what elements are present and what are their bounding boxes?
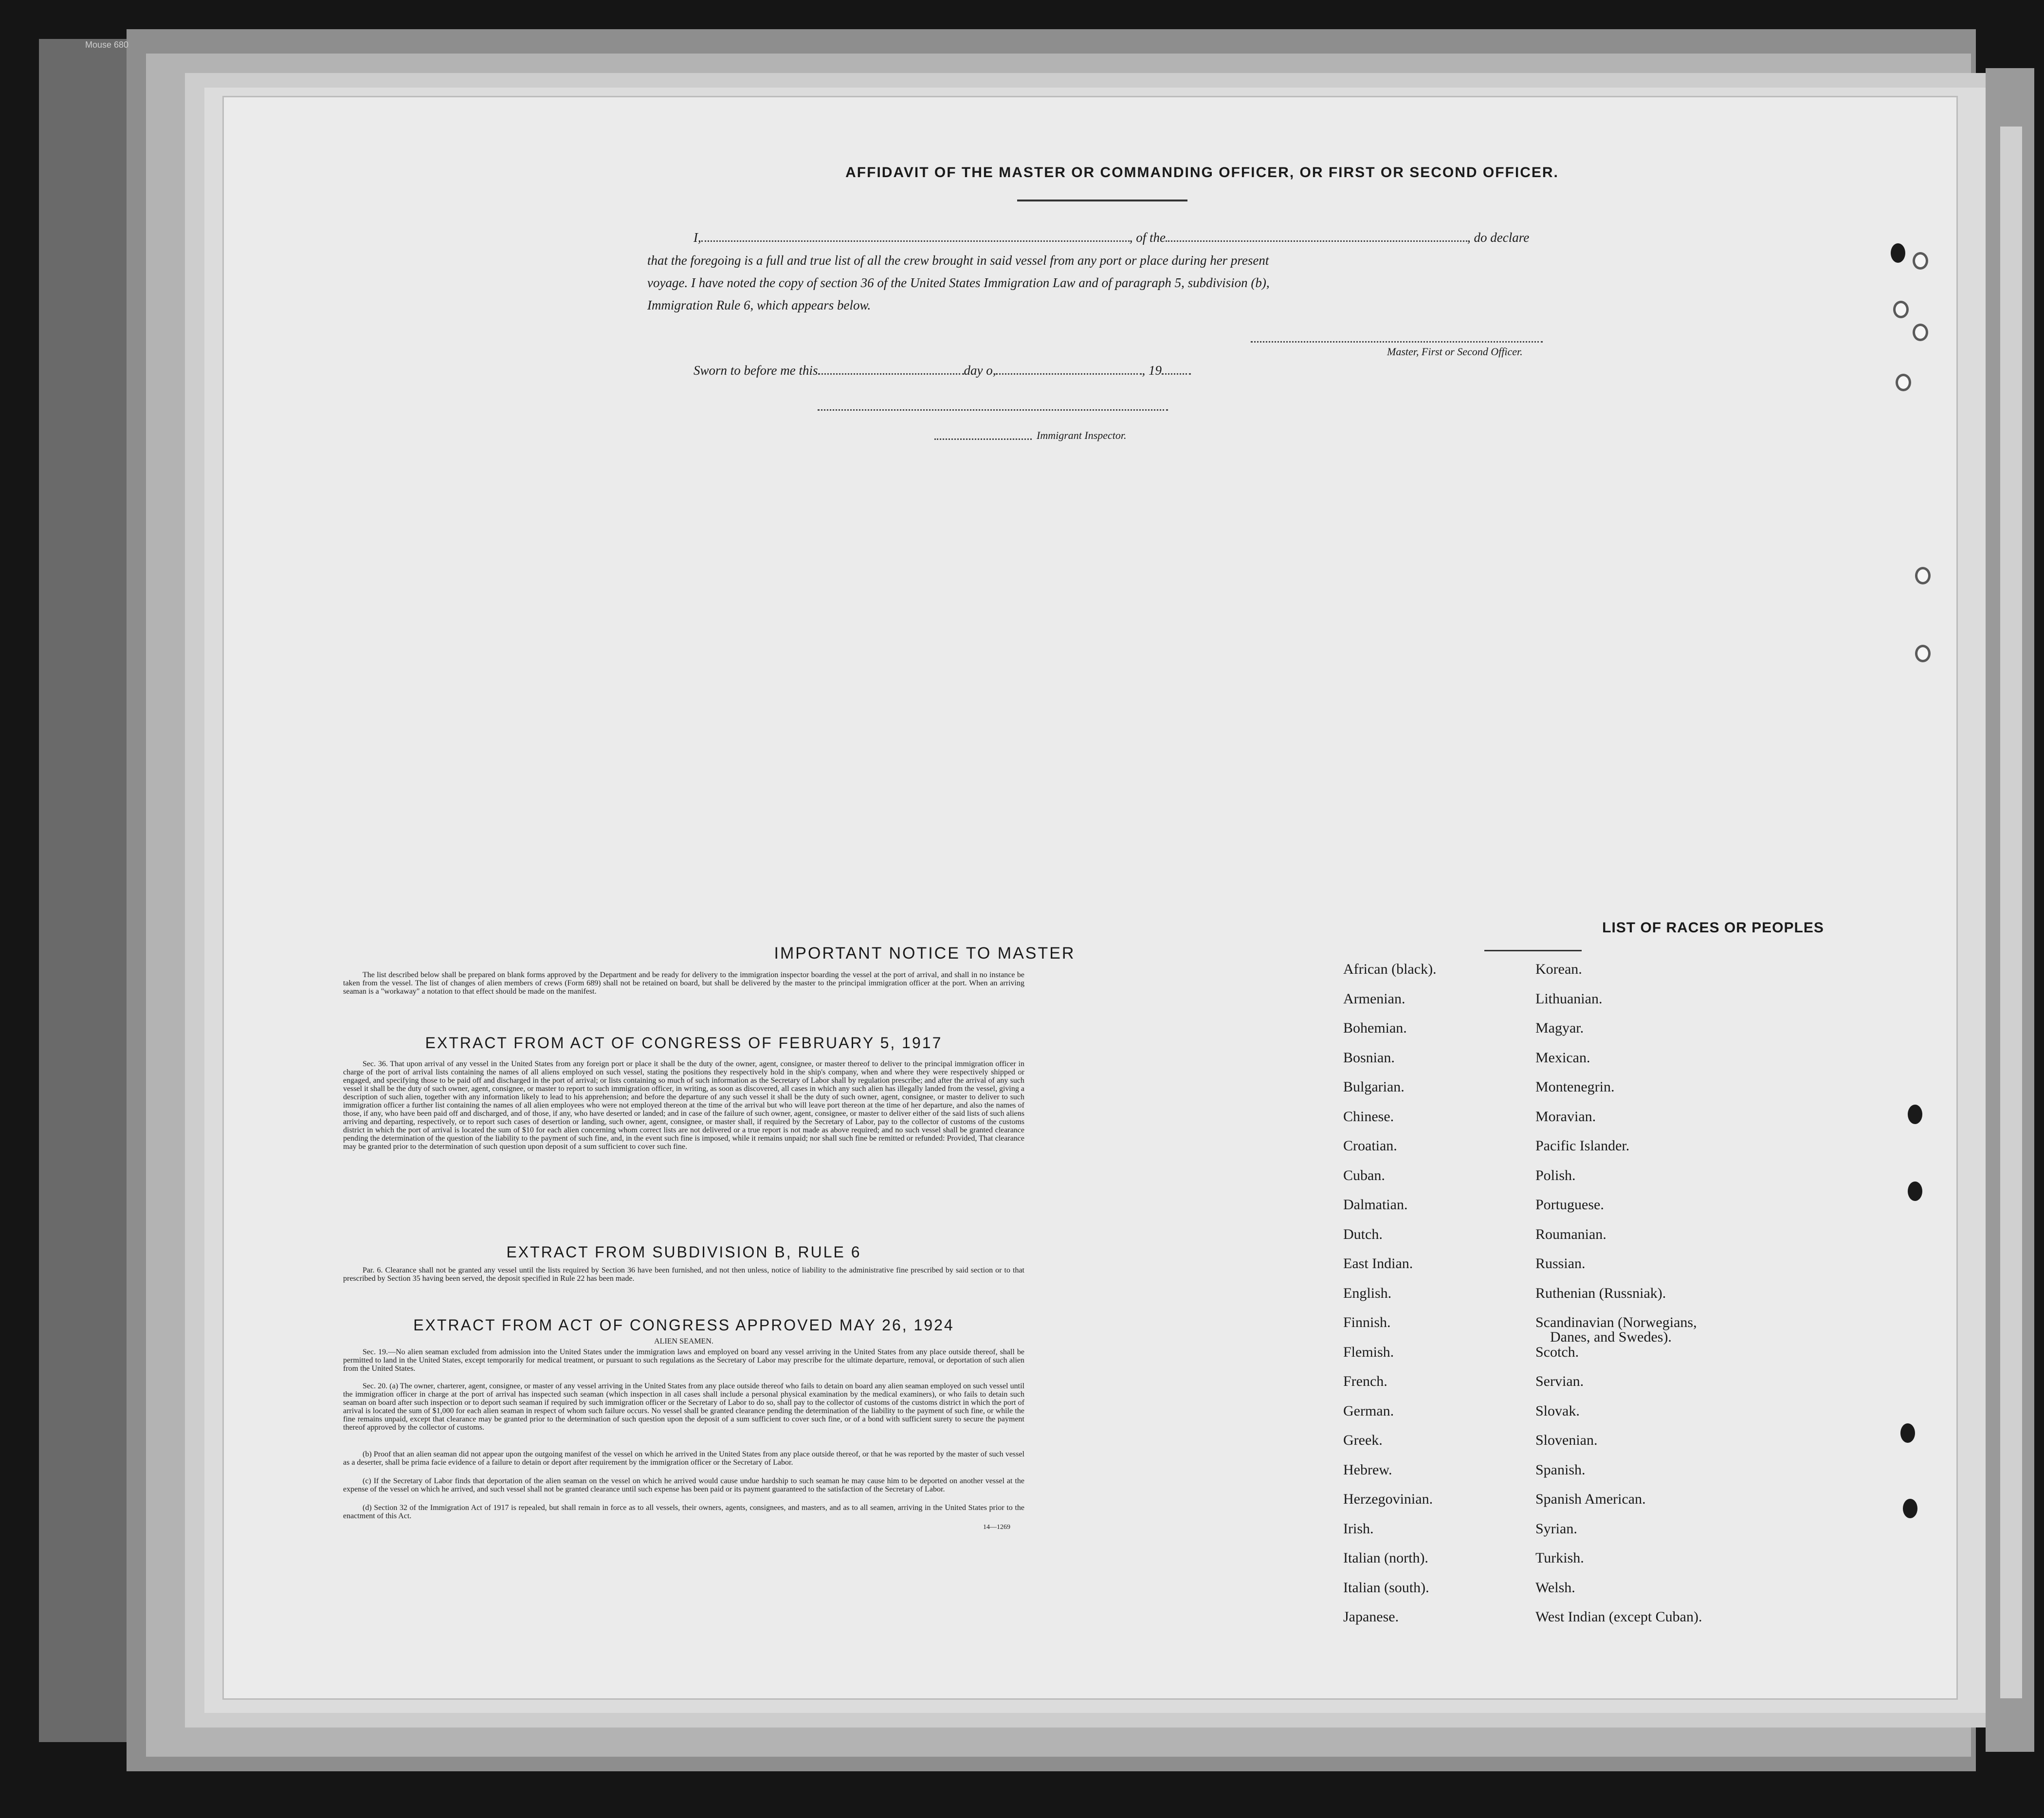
day-blank (818, 373, 964, 375)
extract3-sec20a: Sec. 20. (a) The owner, charterer, agent, consignee, or master of any vessel arriving in the United States from any place outside thereof who fails to detain on board any alien seaman employed on such vessel until the immigration officer in charge at the port of arrival has inspected such seaman (which inspection in all cases shall include a personal physical examination by the medical examiners), or who fails to detain such seaman on board after such inspection or to deport such seaman if required by such immigration officer or the Secretary of Labor to do so, shall pay to the collector of customs of the customs district in which the port of arrival is located the sum of $1,000 for each alien seaman in respect of whom such failure occurs. No vessel shall be granted clearance pending the determination of the liability to the payment of such fine, or while the fine remains unpaid, except that clearance may be granted prior to the determination of such question upon the deposit of a sum sufficient to cover such fine, or of a bond with sufficient surety to secure the payment thereof approved by the collector of customs. (343, 1382, 1024, 1432)
punch-hole-icon (1908, 1182, 1922, 1201)
races-title-underline (1484, 950, 1582, 951)
affidavit-i: I, (694, 230, 701, 245)
form-code: 14—1269 (983, 1524, 1010, 1531)
punch-hole-icon (1893, 301, 1909, 318)
extract3-sec20d: (d) Section 32 of the Immigration Act of 1917 is repealed, but shall remain in force as to all vessels, their owners, agents, consignees, and masters, and as to all seamen, arriving in the United States prior to the enactment of this Act. (343, 1504, 1024, 1520)
race-item: Croatian. (1343, 1138, 1397, 1154)
race-item: Mexican. (1535, 1049, 1590, 1066)
race-item: West Indian (except Cuban). (1535, 1609, 1702, 1625)
corner-label: Mouse 680 (85, 40, 129, 50)
punch-hole-icon (1903, 1499, 1917, 1518)
race-item: French. (1343, 1373, 1387, 1389)
inspector-label: Immigrant Inspector. (1037, 429, 1127, 441)
race-item: Italian (north). (1343, 1550, 1428, 1566)
extract3-sec20c: (c) If the Secretary of Labor finds that deportation of the alien seaman on the vessel on which he arrived would cause undue hardship to such seaman he may cause him to be deported on another vessel at the expense of the vessel on which he arrived, and such vessel shall not be granted clearance until such expense has been paid or its payment guaranteed to the satisfaction of the Secretary of Labor. (343, 1477, 1024, 1493)
race-item: Spanish American. (1535, 1491, 1646, 1507)
race-item: Korean. (1535, 961, 1582, 977)
extract2-title: EXTRACT FROM SUBDIVISION B, RULE 6 (506, 1243, 861, 1261)
punch-hole-icon (1913, 252, 1928, 270)
race-item: Cuban. (1343, 1167, 1385, 1183)
race-item: Slovak. (1535, 1402, 1580, 1419)
inspector-blank (818, 409, 1168, 411)
inspector-blank-2 (934, 438, 1032, 440)
race-item: Moravian. (1535, 1108, 1596, 1125)
race-item: Portuguese. (1535, 1197, 1604, 1213)
race-item: Montenegrin. (1535, 1079, 1615, 1095)
race-item: Bulgarian. (1343, 1079, 1405, 1095)
race-item: Finnish. (1343, 1314, 1391, 1330)
race-item: Greek. (1343, 1432, 1383, 1448)
race-item: Scotch. (1535, 1344, 1579, 1360)
notice-title: IMPORTANT NOTICE TO MASTER (774, 944, 1076, 963)
extract3-sec19: Sec. 19.—No alien seaman excluded from admission into the United States under the immigration laws and employed on board any vessel arriving in the United States from any place outside thereof, shall be permitted to land in the United States, except temporarily for medical treatment, or pursuant to such regulations as the Secretary of Labor may prescribe for the ultimate departure, removal, or deportation of such alien from the United States. (343, 1348, 1024, 1373)
race-item: Irish. (1343, 1520, 1374, 1537)
race-item: English. (1343, 1285, 1392, 1301)
race-item: Japanese. (1343, 1609, 1399, 1625)
race-item: Italian (south). (1343, 1579, 1429, 1596)
day-of-text: day o, (964, 363, 996, 378)
sworn-text: Sworn to before me this (694, 363, 818, 378)
affidavit-line-4: Immigration Rule 6, which appears below. (647, 298, 871, 312)
race-item: Lithuanian. (1535, 990, 1603, 1007)
punch-hole-icon (1896, 374, 1911, 391)
race-item: Slovenian. (1535, 1432, 1598, 1448)
notice-body: The list described below shall be prepared on blank forms approved by the Department and be ready for delivery to the immigration inspector boarding the vessel at the port of arrival, and shall in no instance be taken from the vessel. The list of changes of alien members of crews (Form 689) shall not be retained on board, but shall be delivered by the master to the principal immigration officer at the port. When an arriving seaman is a "workaway" a notation to that effect should be made on the manifest. (343, 971, 1024, 996)
manifest-page (224, 97, 1956, 1698)
affidavit-line-2: that the foregoing is a full and true list of all the crew brought in said vessel from any port or place during her present (647, 253, 1269, 268)
affidavit-of-the: , of the (1129, 230, 1166, 245)
extract3-sec20b: (b) Proof that an alien seaman did not appear upon the outgoing manifest of the vessel on which he arrived in the United States from any place outside thereof, or that he was reported by the master of such vessel as a deserter, shall be prima facie evidence of a failure to detain or deport after requirement by the immigration officer or the Secretary of Labor. (343, 1450, 1024, 1467)
race-item: Pacific Islander. (1535, 1138, 1630, 1154)
affidavit-line-3: voyage. I have noted the copy of section 36 of the United States Immigration Law and of paragraph 5, subdivision (b), (647, 275, 1270, 290)
race-item: Welsh. (1535, 1579, 1575, 1596)
race-item: Servian. (1535, 1373, 1584, 1389)
title-underline (1017, 200, 1187, 201)
race-item: East Indian. (1343, 1255, 1413, 1272)
punch-hole-icon (1913, 324, 1928, 341)
extract2-body: Par. 6. Clearance shall not be granted any vessel until the lists required by Section 36 have been furnished, and not then unless, notice of liability to the administrative fine prescribed by said section or to that prescribed by Section 35 having been served, the deposit specified in Rule 22 has been made. (343, 1266, 1024, 1283)
name-blank (701, 240, 1130, 242)
race-item: Flemish. (1343, 1344, 1394, 1360)
race-item: Magyar. (1535, 1020, 1584, 1036)
punch-hole-icon (1908, 1105, 1922, 1124)
affidavit-line-1 (694, 226, 1784, 249)
vessel-blank (1166, 240, 1467, 242)
punch-hole-icon (1915, 567, 1931, 584)
punch-hole-icon (1900, 1423, 1915, 1443)
affidavit-title: AFFIDAVIT OF THE MASTER OR COMMANDING OFFICER, OR FIRST OR SECOND OFFICER. (845, 164, 1559, 181)
race-item: German. (1343, 1402, 1394, 1419)
race-item: Bohemian. (1343, 1020, 1407, 1036)
race-item: African (black). (1343, 961, 1437, 977)
race-item: Roumanian. (1535, 1226, 1606, 1242)
extract1-body: Sec. 36. That upon arrival of any vessel in the United States from any foreign port or place it shall be the duty of the owner, agent, consignee, or master thereof to deliver to the principal immigration officer in charge of the port of arrival lists containing the names of all aliens employed on such vessel, stating the positions they respectively hold in the ship's company, when and where they were respectively shipped or engaged, and specifying those to be paid off and discharged in the port of arrival; or lists containing so much of such information as the Secretary of Labor shall by regulation prescribe; and after the arrival of any such vessel it shall be the duty of such owner, agent, consignee, or master to report to such immigration officer, in writing, as soon as discovered, all cases in which any such alien has illegally landed from the vessel, giving a description of such alien, together with any information likely to lead to his apprehension; and before the departure of any such vessel it shall be the duty of such owner, agent, consignee, or master to deliver to such immigration officer a further list containing the names of all alien employees who were not employed thereon at the time of the arrival but who will leave port thereon at the time of her departure, and also the names of those, if any, who have been paid off and discharged, and of those, if any, who have deserted or landed; and in case of the failure of such owner, agent, consignee, or master to deliver either of the said lists of such aliens arriving and departing, respectively, or to report such cases of desertion or landing, such owner, agent, consignee, or master shall, if required by the Secretary of Labor, pay to the collector of customs of the customs district in which the port of arrival is located the sum of $10 for each alien concerning whom correct lists are not delivered or a true report is not made as above required; and no such vessel shall be granted clearance pending the determination of the question of the liability to the payment of such fine, and, in the event such fine is imposed, while it remains unpaid; nor shall such fine be remitted or refunded: Provided, That clearance may be granted prior to the determination of such question upon deposit of a sum sufficient to cover such fine. (343, 1060, 1024, 1151)
race-item: Spanish. (1535, 1461, 1586, 1478)
extract3-subtitle: ALIEN SEAMEN. (654, 1337, 713, 1345)
races-title: LIST OF RACES OR PEOPLES (1602, 920, 1824, 936)
race-item: Syrian. (1535, 1520, 1577, 1537)
race-item: Hebrew. (1343, 1461, 1392, 1478)
sworn-line (694, 359, 1191, 382)
extract1-title: EXTRACT FROM ACT OF CONGRESS OF FEBRUARY 5, 1917 (425, 1034, 943, 1052)
race-item: Herzegovinian. (1343, 1491, 1433, 1507)
race-item: Chinese. (1343, 1108, 1394, 1125)
punch-hole-icon (1915, 645, 1931, 662)
race-item: Polish. (1535, 1167, 1576, 1183)
race-item: Scandinavian (Norwegians, (1535, 1314, 1697, 1330)
race-item: Russian. (1535, 1255, 1586, 1272)
race-item: Ruthenian (Russniak). (1535, 1285, 1666, 1301)
year-text: , 19 (1142, 363, 1162, 378)
race-item: Dutch. (1343, 1226, 1383, 1242)
race-item: Turkish. (1535, 1550, 1584, 1566)
punch-hole-icon (1891, 243, 1905, 263)
right-edge-sheet (2000, 127, 2022, 1698)
year-blank (1162, 373, 1191, 375)
race-item: Armenian. (1343, 990, 1405, 1007)
race-item: Bosnian. (1343, 1049, 1395, 1066)
signature-label: Master, First or Second Officer. (1387, 345, 1523, 358)
month-blank (996, 373, 1142, 375)
race-item: Danes, and Swedes). (1550, 1329, 1672, 1345)
race-item: Dalmatian. (1343, 1197, 1408, 1213)
extract3-title: EXTRACT FROM ACT OF CONGRESS APPROVED MAY 26, 1924 (413, 1316, 954, 1334)
affidavit-do-declare: , do declare (1467, 230, 1530, 245)
